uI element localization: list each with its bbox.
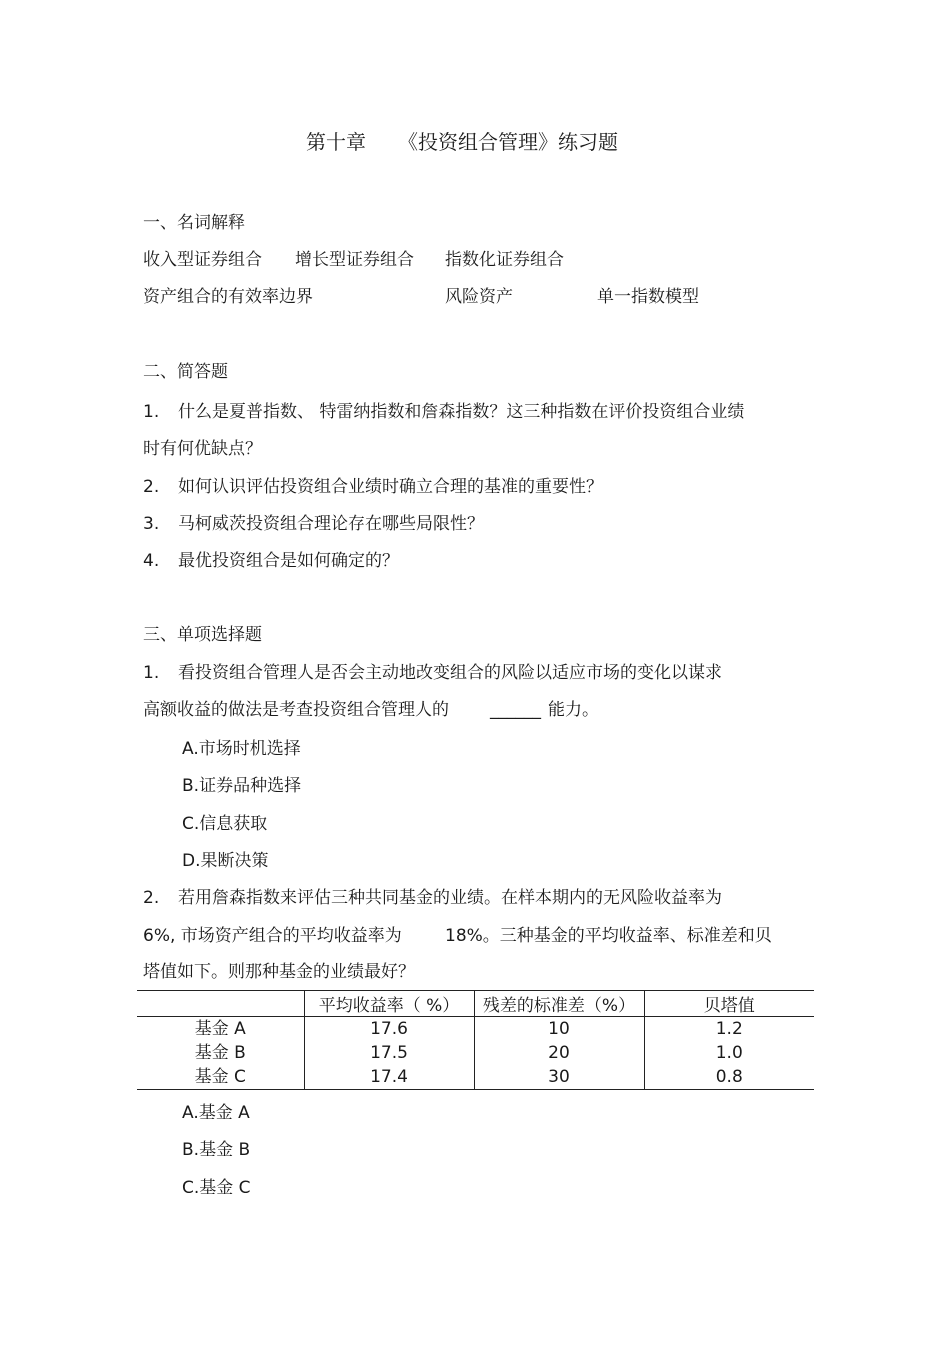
term-item: 指数化证券组合	[445, 250, 564, 270]
option-b: B.基金 B	[182, 1140, 251, 1160]
option-c: C.基金 C	[182, 1178, 251, 1198]
term-item: 增长型证券组合	[295, 250, 414, 270]
term-item: 收入型证券组合	[143, 250, 262, 270]
question-number: 3.	[143, 514, 160, 534]
question-number: 2.	[143, 477, 160, 497]
table-cell: 17.6	[304, 1017, 474, 1042]
question-text: 最优投资组合是如何确定的？	[178, 551, 399, 571]
section-heading-short-answer: 二、简答题	[143, 362, 228, 382]
option-d: D.果断决策	[182, 851, 269, 871]
fund-name-cell: 基金 C	[137, 1065, 304, 1090]
term-item: 风险资产	[445, 287, 513, 307]
question-text: 能力。	[548, 700, 599, 720]
page-title: 《投资组合管理》练习题	[398, 130, 618, 154]
table-cell: 1.2	[644, 1017, 814, 1042]
question-text: 18%。三种基金的平均收益率、标准差和贝	[445, 926, 772, 946]
question-number: 2.	[143, 888, 160, 908]
question-text: 看投资组合管理人是否会主动地改变组合的风险以适应市场的变化以谋求	[178, 663, 722, 683]
question-text: 高额收益的做法是考查投资组合管理人的	[143, 700, 449, 720]
option-a: A.市场时机选择	[182, 739, 301, 759]
question-text: 若用詹森指数来评估三种共同基金的业绩。在样本期内的无风险收益率为	[178, 888, 722, 908]
section-heading-multiple-choice: 三、单项选择题	[143, 625, 262, 645]
fund-name-cell: 基金 A	[194, 1019, 246, 1039]
chapter-label: 第十章	[306, 130, 366, 154]
term-item: 资产组合的有效率边界	[143, 287, 313, 307]
table-row	[137, 1065, 814, 1090]
section-heading-terms: 一、名词解释	[143, 213, 245, 233]
question-text: 马柯威茨投资组合理论存在哪些局限性？	[178, 514, 484, 534]
table-header-cell: 残差的标准差（%）	[474, 991, 644, 1017]
question-number: 1.	[143, 663, 160, 683]
question-text: 什么是夏普指数、 特雷纳指数和詹森指数？这三种指数在评价投资组合业绩	[178, 402, 745, 422]
table-cell: 10	[474, 1017, 644, 1042]
table-header-cell: 贝塔值	[644, 991, 814, 1017]
option-a: A.基金 A	[182, 1103, 250, 1123]
table-header-cell: 平均收益率（ %）	[304, 991, 474, 1017]
question-number: 1.	[143, 402, 160, 422]
question-text: 塔值如下。则那种基金的业绩最好？	[143, 962, 415, 982]
question-number: 4.	[143, 551, 160, 571]
table-header-row	[137, 991, 814, 1017]
table-header-cell	[137, 991, 304, 1017]
table-row	[137, 1017, 814, 1042]
table-cell: 17.4	[304, 1065, 474, 1090]
table-cell: 1.0	[644, 1041, 814, 1065]
question-text: 时有何优缺点？	[143, 439, 262, 459]
fund-table	[137, 990, 814, 1090]
option-b: B.证券品种选择	[182, 776, 302, 796]
table-cell: 0.8	[644, 1065, 814, 1090]
table-cell: 17.5	[304, 1041, 474, 1065]
table-cell: 30	[474, 1065, 644, 1090]
table-cell: 20	[474, 1041, 644, 1065]
fund-name-cell: 基金 B	[194, 1043, 246, 1063]
term-item: 单一指数模型	[597, 287, 699, 307]
question-text: 6%, 市场资产组合的平均收益率为	[143, 926, 402, 946]
question-text: 如何认识评估投资组合业绩时确立合理的基准的重要性？	[178, 477, 603, 497]
option-c: C.信息获取	[182, 814, 268, 834]
table-row	[137, 1041, 814, 1065]
answer-blank: ______	[490, 700, 541, 720]
